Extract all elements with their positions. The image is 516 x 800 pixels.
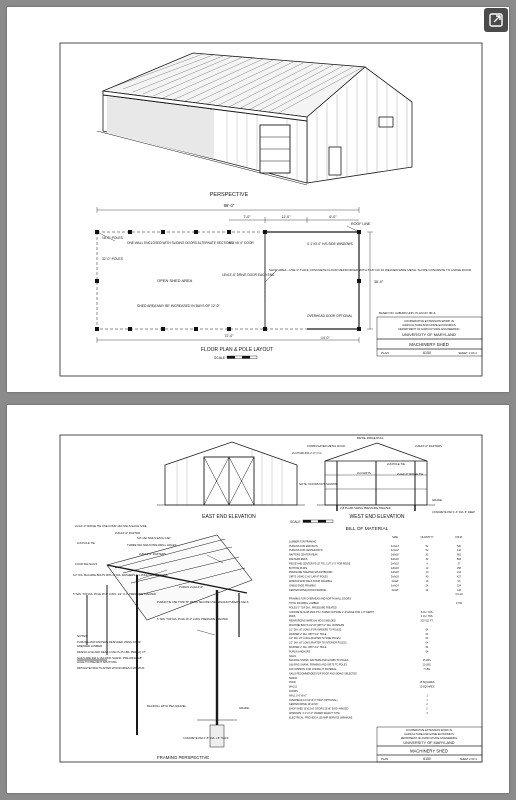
bill-of-material-title: BILL OF MATERIAL	[345, 527, 389, 532]
bill-row-value: 10	[425, 580, 429, 583]
svg-text:2x4x4'-0" RIDGE TIE USE FOUR 1: 2x4x4'-0" RIDGE TIE USE FOUR 16d NAILS EACH SIDE	[75, 524, 147, 528]
bill-row-value: 4	[426, 562, 428, 566]
bill-row-item: WASHER 2" DIA. WITH 1/2" HOLE	[289, 646, 327, 649]
bill-row-item: NAILS	[289, 654, 296, 658]
bill-row-item: 1/2" DIA. x6" LONG (FOR GIRDERS TO POLES)	[289, 628, 342, 632]
bill-row-item: PURLINS FOR CENTER BAYS	[289, 549, 323, 553]
bill-row-value: 256	[457, 566, 461, 570]
svg-text:GRADE: GRADE	[239, 706, 249, 710]
bill-row-value: 224	[457, 584, 461, 588]
svg-text:1/2" DIA. MACHINE BOLTS WITH 2: 1/2" DIA. MACHINE BOLTS WITH 2" DIA. WASHERS ALL POLE CONNECTIONS	[73, 574, 168, 577]
bill-row-value: 2x4x16'	[390, 575, 400, 579]
bill-row-value: 15 SQUARES	[419, 681, 435, 685]
svg-text:PURLIN TIE USE TYPE "B" METAL: PURLIN TIE USE TYPE "B" METAL SECURE USE MANUFACTURER'S NAILS	[157, 601, 249, 604]
bill-row-value: 128	[457, 588, 461, 592]
end-wall-note: ONE WALL ENCLOSED WITH SLIDING DOORS ALTERNATE SECTIONS	[127, 241, 234, 245]
dim-end-width: 36'-0"	[374, 280, 384, 284]
svg-text:2x8 POLE TIE: 2x8 POLE TIE	[387, 462, 405, 466]
svg-text:DESIGN LIVE AND DEAD LOAD IS 2: DESIGN LIVE AND DEAD LOAD IS 25 LBS. PER SQ. FT.	[77, 651, 147, 654]
bill-row-item: 10d COMMON: FOR JOINING IT MATERIAL	[289, 668, 337, 671]
bill-header-cell: SIZE	[392, 536, 398, 539]
bill-row-item: WINDOWS: 4'-1"x3'-0" OWNER SELECT TYPE	[289, 712, 340, 715]
bill-row-item: WALLS	[289, 685, 298, 689]
bill-row-value: 64	[425, 641, 429, 645]
bill-row-item: GABLE ENDS FRAMING	[289, 584, 316, 588]
svg-text:AGRICULTURE AND HOME ECONOMICS: AGRICULTURE AND HOME ECONOMICS	[404, 733, 454, 736]
bill-row-value: 2x4x14'	[390, 544, 400, 548]
bill-row-item: SHOP SHED 16'x13'x6" DOORS 10'x6" EACH HINGED	[289, 707, 349, 711]
bill-row-value: 1	[426, 694, 428, 698]
bill-row-value: 40	[425, 575, 429, 579]
svg-text:SHEET 2 OF 2: SHEET 2 OF 2	[459, 758, 477, 761]
svg-text:UNIVERSITY OF MARYLAND: UNIVERSITY OF MARYLAND	[402, 332, 456, 337]
poles-32-note: 32'-0" POLES	[102, 257, 123, 261]
bill-row-item: OVERHEAD 14'x13'x6'-0" HIGH (OPTIONAL)	[289, 698, 338, 702]
bill-row-item: 60d RING SHANK: RAFTERS AND GOABS TO POLES	[289, 659, 349, 663]
svg-text:CONCRETE PAD 1'-6" DIA. x 8" T: CONCRETE PAD 1'-6" DIA. x 8" THICK	[183, 737, 229, 740]
bill-row-value: 24	[425, 584, 429, 588]
west-elevation-drawing	[317, 443, 435, 511]
bill-row-value: 3	[426, 712, 428, 715]
open-shed-label: OPEN SHED AREA	[157, 278, 193, 283]
svg-text:SIX 16d NAILS EACH LAP: SIX 16d NAILS EACH LAP	[137, 536, 171, 540]
svg-text:UNIVERSITY OF MARYLAND: UNIVERSITY OF MARYLAND	[403, 741, 455, 745]
bill-row-value: 64	[425, 646, 429, 649]
bill-row-item: BOTTOM PLATE	[289, 566, 308, 570]
svg-text:SCALE: SCALE	[214, 356, 226, 360]
bill-row-value: 682	[457, 558, 461, 561]
svg-text:PURLIN 2x4x14'-0": PURLIN 2x4x14'-0"	[179, 585, 204, 589]
bill-header-cell: F.B.M.	[455, 536, 463, 539]
svg-text:HOLE TO PREVENT SPLITTING: HOLE TO PREVENT SPLITTING	[77, 661, 117, 664]
bill-row-item: LUMBER FOR FRAMING	[289, 540, 317, 544]
bill-row-item: DOORS	[289, 690, 298, 693]
bill-row-value: 2x4x14'	[390, 584, 400, 588]
bill-row-item: SIDING	[289, 676, 298, 680]
bill-row-item: ELECTRICAL: PROVIDE A 100 AMP SERVICE (MINIMUM)	[289, 716, 353, 720]
expand-button[interactable]	[484, 8, 508, 32]
bill-row-value: 2x8x16'	[390, 571, 400, 575]
bill-row-value: 52	[425, 544, 429, 548]
dim-overhead-door: 14'-0"	[321, 336, 330, 340]
svg-text:SCALE: SCALE	[290, 520, 301, 524]
expand-icon	[489, 13, 503, 27]
bill-row-item: FRAMING FOR OVERHEAD AND NORTH WALL DOORS	[289, 597, 351, 601]
svg-text:5" MIN. TOP DIA. POLE 16'-0" L: 5" MIN. TOP DIA. POLE 16'-0" LONG PRESSURE TREATED	[157, 618, 228, 621]
svg-text:2x8 PLANK SIDING PRESSURE TREA: 2x8 PLANK SIDING PRESSURE TREATED	[340, 507, 391, 510]
windows-note: 4'-1"x3'-0" H/S SIDE WINDOWS	[307, 242, 353, 246]
poles-note: 16'-0" POLES	[102, 236, 123, 240]
shed-area-note: SHED AREA MAY BE INCREASED IN BAYS OF 12'-0"	[137, 304, 220, 308]
bill-row-value: 64	[425, 632, 429, 636]
perspective-label: PERSPECTIVE	[209, 192, 249, 198]
title-block-name-1: MACHINERY SHED	[409, 342, 449, 347]
svg-text:CORRUGATED METAL ROOF: CORRUGATED METAL ROOF	[307, 444, 346, 448]
bill-row-item: 1/2" DIA. x6" LONG (RAFTER TO SIDE POLES)	[289, 637, 341, 641]
bill-row-value: 25 LBS.	[422, 659, 432, 663]
bill-row-value: 2x4x10'	[390, 562, 400, 566]
bill-row-item: RIDGE AND CENTER PO.ST TIE, CUT 3'-0" FOR RIDGE	[289, 562, 351, 566]
svg-text:2x8x16'-0" RAFTERS: 2x8x16'-0" RAFTERS	[415, 444, 442, 448]
bill-of-material-table	[289, 535, 463, 719]
plan-number-1: 6150	[423, 351, 431, 355]
bill-row-value: 2x8x16'	[390, 553, 400, 557]
bill-header-cell: QUANTITY	[420, 536, 434, 539]
bill-row-value: 64	[425, 637, 429, 641]
sheet-2-drawing	[7, 405, 509, 793]
title-block-2	[377, 727, 482, 762]
svg-text:NOTE: DOORS NOT SHOWN: NOTE: DOORS NOT SHOWN	[299, 482, 337, 486]
bill-row-item: 16d RING SHANK: FRAMING AND GIRTS TO POLES	[289, 663, 347, 667]
svg-text:COOPERATIVE EXTENSION WORK IN: COOPERATIVE EXTENSION WORK IN	[405, 729, 453, 732]
dim-overall-top: 96'-0"	[223, 203, 235, 208]
svg-text:PLAN: PLAN	[381, 757, 389, 761]
bill-row-value: 10 SQUARES	[419, 685, 435, 689]
svg-text:AGRICULTURE AND HOME ECONOMICS: AGRICULTURE AND HOME ECONOMICS	[402, 323, 456, 327]
west-elevation-label: WEST END ELEVATION	[349, 514, 405, 520]
bill-row-value: 10 LBS.	[422, 663, 432, 667]
svg-text:PURLINS AND RAFTERS DESIGNED U: PURLINS AND RAFTERS DESIGNED USING 1000#	[77, 641, 141, 644]
title-block-name-2: MACHINERY SHED	[410, 748, 448, 754]
dim-overall-bottom: 72'-0"	[224, 334, 234, 338]
svg-text:2x8x16'-0" RAFTER: 2x8x16'-0" RAFTER	[115, 531, 140, 535]
bill-row-value: 213	[457, 571, 461, 575]
framing-perspective-label: FRAMING PERSPECTIVE	[157, 755, 210, 760]
bill-row-value: 12	[425, 566, 429, 570]
bill-row-value: 2x4x8'	[391, 588, 399, 592]
svg-text:DEPARTMENT OF AGRICULTURAL ENG: DEPARTMENT OF AGRICULTURAL ENGINEERING	[398, 328, 460, 331]
svg-text:DRESSED LUMBER: DRESSED LUMBER	[77, 645, 102, 648]
bill-row-value: 24	[425, 588, 429, 592]
bill-row-value: 1	[426, 698, 428, 702]
svg-text:NOTES:: NOTES:	[77, 634, 89, 638]
roof-line-note: ROOF LINE	[351, 222, 371, 226]
bill-row-item: 1/2" DIA. x9" LONG (RAFTER TO INTERIOR POLES)	[289, 641, 347, 645]
svg-text:5" MIN. TOP DIA. POLE 16'-0" L: 5" MIN. TOP DIA. POLE 16'-0" LONG, 1/4" O.C. PRESSURE TREATED	[73, 593, 156, 596]
svg-text:2x4 PURLINS 2'-0" O.C.: 2x4 PURLINS 2'-0" O.C.	[292, 451, 323, 455]
bill-row-value: 52	[425, 549, 429, 553]
bill-row-item: CONCRETE SLAB 2500 P.S.I. TAPER OUTSIDE 1"-6" EDGE FOR 1'-0" DEPTH	[289, 610, 375, 614]
svg-text:THREE 60d NAILS PRE-DRILL HOLE: THREE 60d NAILS PRE-DRILL HOLES	[127, 543, 177, 547]
plan-number-2: 6150	[423, 757, 431, 761]
sheet-1-drawing	[7, 7, 509, 392]
bill-row-value: 10	[425, 571, 429, 575]
bill-row-item: GIRTS USING 1"x6" LAP AT POLES	[289, 575, 328, 579]
bill-row-value: 3,6-1/2	[455, 593, 463, 597]
bill-row-value: 53	[457, 580, 461, 583]
svg-text:DEPARTMENT OF AGRICULTURAL ENG: DEPARTMENT OF AGRICULTURAL ENGINEERING	[400, 737, 458, 740]
bill-row-item: NAILS RECOMMENDED FOR ROOF AND SIDING SELECTED	[289, 672, 357, 676]
perspective-drawing	[97, 53, 412, 185]
svg-text:BACKFILL WITH PEA GRAVEL: BACKFILL WITH PEA GRAVEL	[147, 704, 187, 708]
bill-row-value: 32	[425, 553, 429, 557]
bill-row-item: RAFTERS CENTER PEAK	[289, 553, 318, 557]
bill-row-value: 32	[425, 558, 429, 561]
east-elevation-label: EAST END ELEVATION	[202, 514, 256, 520]
bill-row-item: PURLINS FOR END BAYS	[289, 544, 318, 548]
bill-row-value: 2x4x12'	[390, 549, 400, 553]
east-elevation-drawing	[157, 442, 305, 505]
bill-row-item: PURLIN ANCHORS	[289, 650, 311, 654]
bill-row-value: 427	[457, 575, 461, 579]
bill-row-item: ROOF	[289, 681, 296, 685]
bill-row-value: 2x8x16'	[390, 558, 400, 561]
bill-row-value: 3 CU. YDS.	[420, 615, 434, 619]
dim-top-seg-2: 11'-0"	[281, 215, 291, 219]
bill-row-item: REINFORCING WIRE 6x6 NO.10 WELDED	[289, 619, 336, 623]
bill-row-item: POLES 5" TOP DIA., PRESSURE TREATED	[289, 606, 337, 610]
bill-row-value: 64	[425, 628, 429, 632]
bill-row-value: 2x8x16'	[390, 566, 400, 570]
bill-row-item: TOTAL FRAMING LUMBER	[289, 602, 319, 605]
dim-top-seg-1: 7'-0"	[243, 215, 251, 219]
bill-row-item: WINDOW AND WALK DOOR FRAMING	[289, 580, 332, 583]
svg-text:2x8 POLE TIE: 2x8 POLE TIE	[77, 541, 95, 545]
bill-row-value: 682	[457, 553, 461, 557]
svg-text:CONCRETE PAD 1'-6" DIA. 8" DEE: CONCRETE PAD 1'-6" DIA. 8" DEEP	[432, 511, 475, 514]
svg-text:RETIGHTEN BOLTS AFTER WOOD DRI: RETIGHTEN BOLTS AFTER WOOD DRIES 6 MONTHS.	[77, 667, 146, 670]
doors-note: 5'-4"x6'-0" DOOR	[229, 241, 254, 245]
scale-bar-2	[290, 520, 333, 524]
svg-text:SHEET 1 OF 2: SHEET 1 OF 2	[458, 351, 477, 355]
bill-row-item: PRESSURE TREATED SPLASHBOARD	[289, 571, 333, 575]
title-block-1	[377, 311, 482, 356]
svg-text:METAL RIDGE ROLL: METAL RIDGE ROLL	[357, 436, 384, 440]
bill-row-value: 520	[457, 544, 461, 548]
bill-row-item: WASHER 2" DIA. WITH 1/2" HOLE	[289, 632, 327, 636]
bill-row-value: 7 LBS.	[423, 668, 431, 671]
svg-text:2x4 GIRTS: 2x4 GIRTS	[357, 471, 371, 475]
svg-text:GRADE: GRADE	[432, 498, 442, 502]
bill-row-value: 8 CU. YDS.	[420, 610, 434, 614]
bill-row-item: MACHINE BOLTS 1/2"x8" WITH 2" DIA. WASHERS	[289, 624, 345, 627]
sliding-door-note: 16'x13'-6" DRIVE DOOR EACH END	[222, 273, 275, 277]
bill-row-value: 2	[426, 703, 428, 707]
scale-bar-1	[214, 356, 257, 360]
overhead-door-note: OVERHEAD DOOR OPTIONAL	[307, 314, 353, 318]
bill-row-value: 64	[425, 650, 429, 654]
bill-row-value: 320 SQ. FT.	[420, 619, 434, 623]
svg-text:COOPERATIVE EXTENSION WORK IN: COOPERATIVE EXTENSION WORK IN	[404, 319, 454, 323]
drawing-sheet-1	[7, 7, 509, 392]
svg-text:NAILS ARE 60d & 16d RING SHANK: NAILS ARE 60d & 16d RING SHANK. PRE-DRILL 1/8"	[77, 657, 143, 660]
dim-top-seg-3: 6'-0"	[329, 215, 337, 219]
bill-row-item: CENTER DRIVE 16'x13'x6"	[289, 703, 319, 707]
bill-row-value: 2	[426, 707, 428, 711]
svg-text:2x8x16'-0" RAFTERS: 2x8x16'-0" RAFTERS	[139, 552, 166, 556]
bill-row-value: 27	[457, 562, 461, 566]
bill-row-item: CENTER DRIVE DOOR FRAMING	[289, 588, 327, 592]
floor-plan-title: FLOOR PLAN & POLE LAYOUT	[200, 347, 274, 353]
svg-text:PLAN: PLAN	[381, 351, 389, 355]
bill-row-value: 2x4x8'	[391, 580, 399, 583]
bill-row-value: 9,700	[456, 602, 462, 605]
bill-row-item: RAFTERS ENDS	[289, 558, 308, 561]
bill-row-item: PADS	[289, 615, 296, 619]
shop-area-note: SHOP AREA—USE 4" THICK CONCRETE FLOOR REINFORCED WITH 6"x6" NO.10 WELDED WIRE MESH. SLOPE CONCRETE TO LARGE DOOR	[269, 268, 472, 272]
based-on-note: BASED ON: AUBURN UNIV. PLAN NO. BF-6	[379, 311, 436, 315]
drawing-sheet-2	[7, 405, 509, 793]
bill-row-item: WALL 3'-6"x6'-0"	[289, 694, 307, 698]
bill-row-value: 416	[457, 549, 461, 553]
svg-text:FOUR 60d NAILS: FOUR 60d NAILS	[75, 562, 98, 566]
svg-text:2x4x4'-0" RIDGE TIE: 2x4x4'-0" RIDGE TIE	[397, 472, 424, 476]
